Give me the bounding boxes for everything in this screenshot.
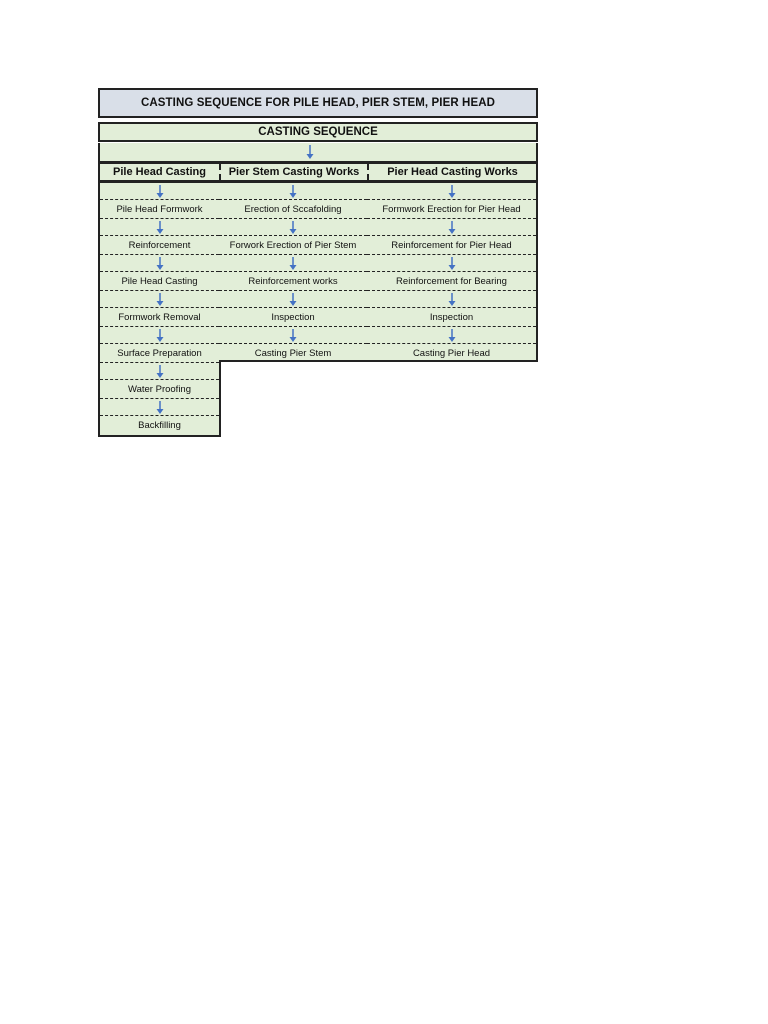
flow-step [367,255,536,291]
step-label: Reinforcement [100,236,219,255]
flow-arrow-row [100,183,219,200]
flow-step [100,255,219,291]
flow-arrow-row [219,255,367,272]
step-label: Casting Pier Stem [254,348,332,359]
arrow-down-icon [288,256,298,271]
title-text: CASTING SEQUENCE FOR PILE HEAD, PIER STEM, PIER HEAD [140,97,496,109]
column-header-label: Pier Stem Casting Works [228,166,360,178]
flow-step [367,327,536,363]
flow-step [219,291,367,327]
arrow-down-icon [447,256,457,271]
flow-arrow-row [100,291,219,308]
step-label: Pile Head Casting [100,272,219,291]
arrow-down-icon [288,184,298,199]
flow-arrow-row [367,291,536,308]
step-label: Reinforcement for Pier Head [367,236,536,255]
flow-arrow-row [100,363,219,380]
arrow-down-icon [155,292,165,307]
flow-step [219,327,367,363]
step-label: Water Proofing [100,380,219,399]
pile-head-column [98,181,221,437]
step-label: Formwork Removal [100,308,219,327]
arrow-down-icon [155,328,165,343]
step-label: Reinforcement works [219,272,367,291]
arrow-down-icon [155,364,165,379]
flow-arrow-row [219,291,367,308]
flow-arrow-row [219,327,367,344]
column-header-pier-head [369,164,536,180]
flow-arrow-row [367,219,536,236]
flow-step [367,183,536,219]
arrow-down-icon [447,292,457,307]
flow-step [367,219,536,255]
flow-step [100,363,219,399]
flow-step [100,291,219,327]
column-header-pier-stem [221,164,369,180]
flow-arrow-row [100,327,219,344]
column-header-label: Pile Head Casting [113,166,206,178]
arrow-down-icon [155,220,165,235]
flow-arrow-row [100,255,219,272]
column-header-pile-head [100,164,221,180]
flow-step [100,183,219,219]
arrow-down-icon [447,220,457,235]
arrow-down-icon [288,328,298,343]
flow-step [100,219,219,255]
column-header-label: Pier Head Casting Works [387,166,518,178]
flow-step [219,255,367,291]
step-label: Backfilling [138,420,181,431]
step-label: Casting Pier Head [412,348,491,359]
flow-arrow-row [100,399,219,416]
step-label: Inspection [219,308,367,327]
page-title [98,88,538,118]
arrow-down-icon [447,184,457,199]
step-label: Surface Preparation [100,344,219,363]
step-label: Erection of Sccafolding [219,200,367,219]
flow-arrow-row [219,219,367,236]
arrow-down-icon [447,328,457,343]
step-label: Formwork Erection for Pier Head [367,200,536,219]
flow-step [367,291,536,327]
sequence-heading [98,122,538,142]
flow-arrow-row [219,183,367,200]
step-label: Reinforcement for Bearing [367,272,536,291]
flow-arrow-row [100,219,219,236]
arrow-down-icon [288,292,298,307]
pier-stem-column [219,181,369,362]
flow-step [219,183,367,219]
flow-arrow-row [367,255,536,272]
sequence-heading-text: CASTING SEQUENCE [258,126,378,138]
arrow-down-icon [100,143,536,161]
arrow-down-icon [155,184,165,199]
arrow-down-icon [288,220,298,235]
step-label: Pile Head Formwork [100,200,219,219]
step-label: Forwork Erection of Pier Stem [219,236,367,255]
flow-arrow-row [367,327,536,344]
flow-arrow-row [367,183,536,200]
arrow-down-icon [155,256,165,271]
sequence-arrow-row [98,143,538,163]
arrow-down-icon [155,400,165,415]
flow-step [100,399,219,435]
column-headers [98,162,538,182]
flow-step [100,327,219,363]
step-label: Inspection [367,308,536,327]
flow-step [219,219,367,255]
pier-head-column [367,181,538,362]
